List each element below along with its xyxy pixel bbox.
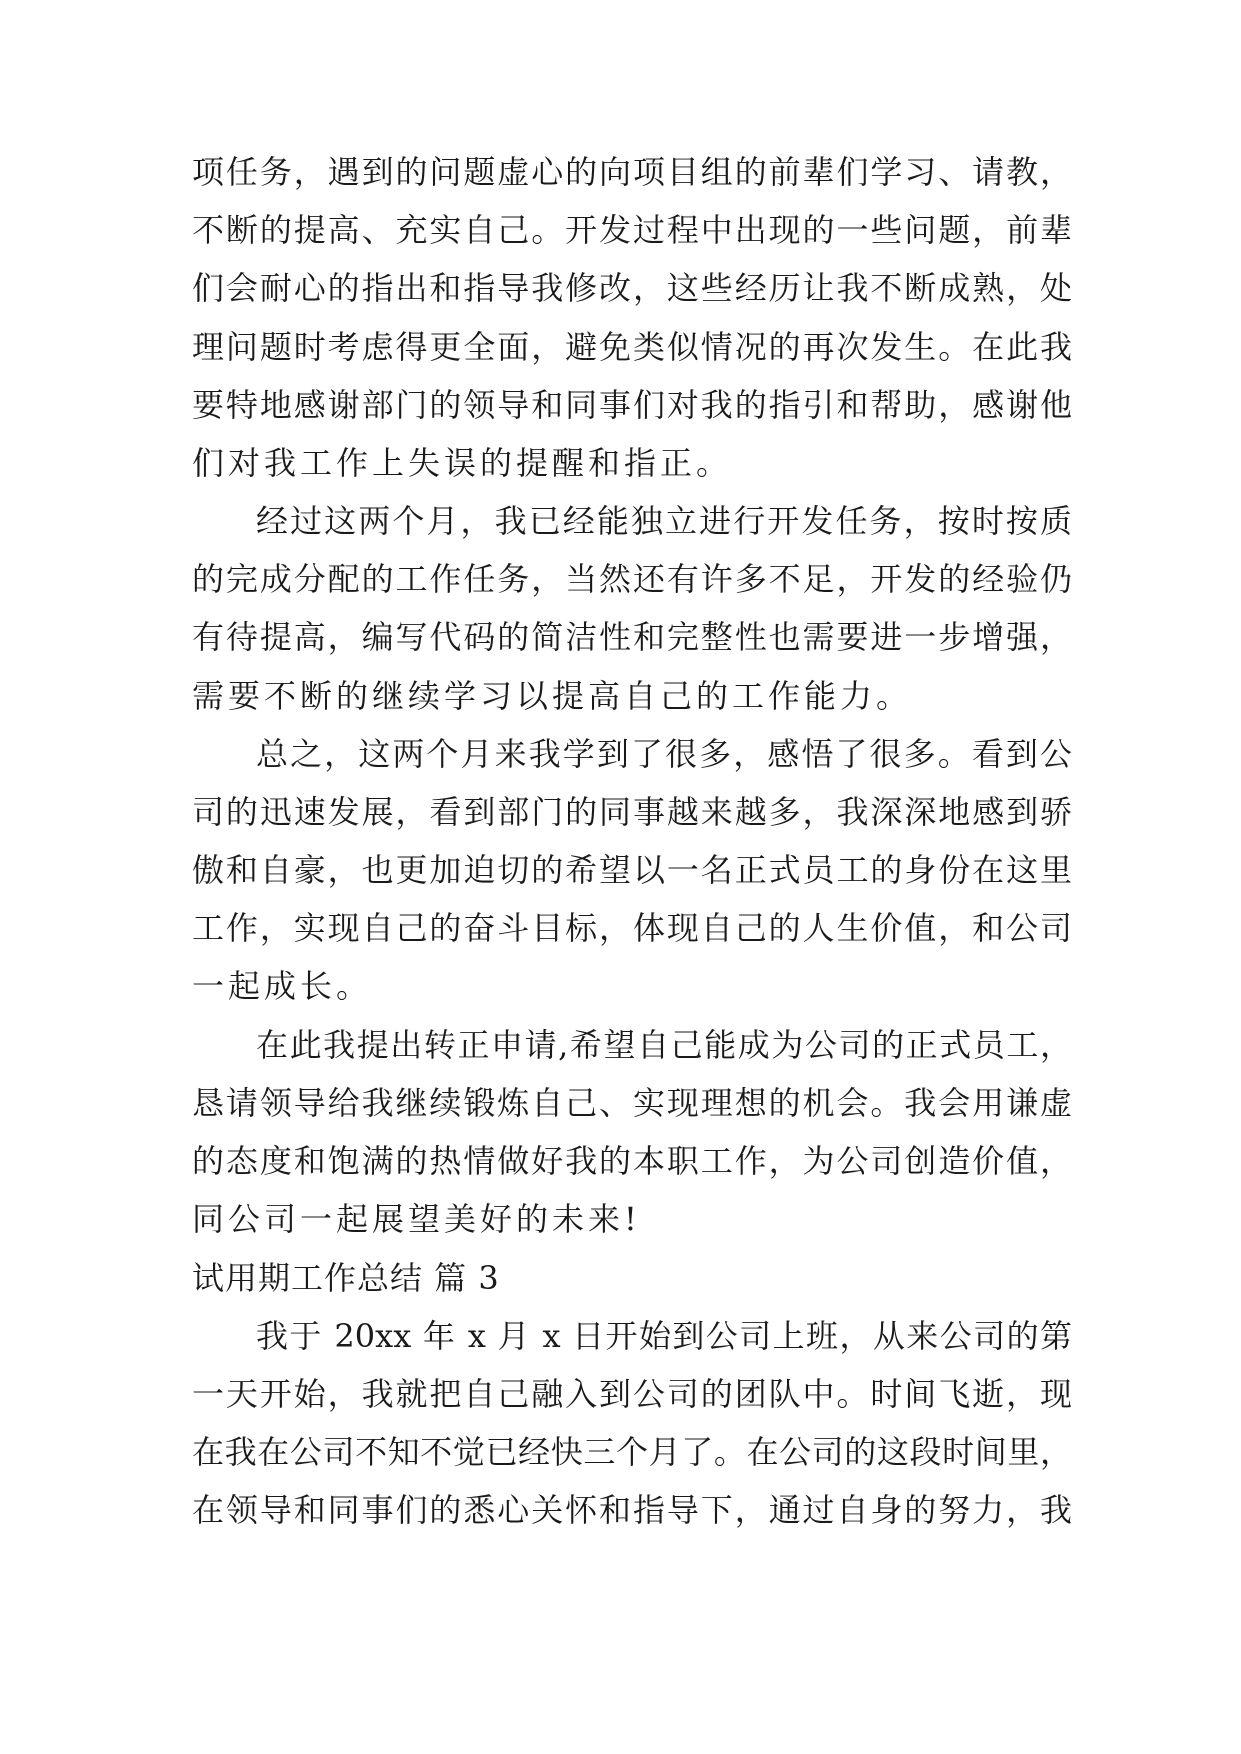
text-line: 的完成分配的工作任务，当然还有许多不足，开发的经验仍 bbox=[192, 560, 1072, 598]
paragraph-first-line: 总之，这两个月来我学到了很多，感悟了很多。看到公 bbox=[256, 735, 1072, 773]
paragraph-first-line: 经过这两个月，我已经能独立进行开发任务，按时按质 bbox=[256, 502, 1072, 540]
text-line: 要特地感谢部门的领导和同事们对我的指引和帮助，感谢他 bbox=[192, 386, 1072, 424]
text-line: 傲和自豪，也更加迫切的希望以一名正式员工的身份在这里 bbox=[192, 851, 1072, 889]
text-line: 们会耐心的指出和指导我修改，这些经历让我不断成熟，处 bbox=[192, 269, 1072, 307]
text-line: 司的迅速发展，看到部门的同事越来越多，我深深地感到骄 bbox=[192, 793, 1072, 831]
text-line: 在领导和同事们的悉心关怀和指导下，通过自身的努力，我 bbox=[192, 1491, 1072, 1529]
text-line: 项任务，遇到的问题虚心的向项目组的前辈们学习、请教， bbox=[192, 153, 1072, 191]
text-line: 同公司一起展望美好的未来! bbox=[192, 1200, 641, 1238]
text-line: 的态度和饱满的热情做好我的本职工作，为公司创造价值， bbox=[192, 1142, 1072, 1180]
text-line: 一起成长。 bbox=[192, 967, 373, 1005]
text-line: 需要不断的继续学习以提高自己的工作能力。 bbox=[192, 677, 913, 715]
text-line: 有待提高，编写代码的简洁性和完整性也需要进一步增强， bbox=[192, 618, 1072, 656]
text-line: 在我在公司不知不觉已经快三个月了。在公司的这段时间里， bbox=[192, 1433, 1072, 1471]
section-heading: 试用期工作总结 篇 3 bbox=[192, 1259, 500, 1297]
text-line: 一天开始，我就把自己融入到公司的团队中。时间飞逝，现 bbox=[192, 1375, 1072, 1413]
text-line: 不断的提高、充实自己。开发过程中出现的一些问题，前辈 bbox=[192, 211, 1072, 249]
paragraph-first-line: 在此我提出转正申请,希望自己能成为公司的正式员工， bbox=[256, 1026, 1072, 1064]
text-line: 理问题时考虑得更全面，避免类似情况的再次发生。在此我 bbox=[192, 328, 1072, 366]
text-line: 工作，实现自己的奋斗目标，体现自己的人生价值，和公司 bbox=[192, 909, 1072, 947]
text-line: 恳请领导给我继续锻炼自己、实现理想的机会。我会用谦虚 bbox=[192, 1084, 1072, 1122]
text-line: 们对我工作上失误的提醒和指正。 bbox=[192, 444, 733, 482]
paragraph-first-line: 我于 20xx 年 x 月 x 日开始到公司上班，从来公司的第 bbox=[256, 1317, 1072, 1355]
